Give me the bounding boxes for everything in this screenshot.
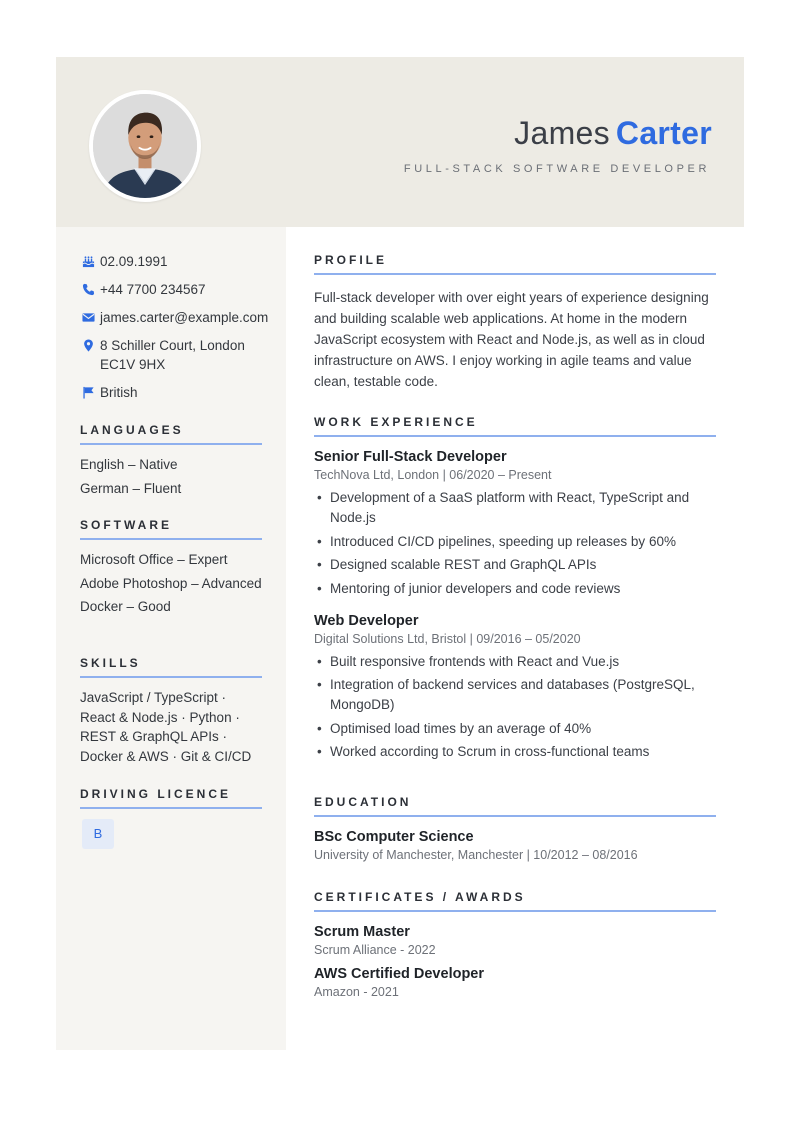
resume-page [56, 57, 744, 1050]
job-title: Web Developer [314, 612, 419, 629]
profile-section [314, 253, 716, 392]
contact-birthdate [80, 252, 280, 271]
address-line-1: 8 Schiller Court, London [100, 338, 245, 353]
contact-nationality [80, 383, 280, 402]
email-text: james.carter@example.com [100, 310, 269, 325]
job-bullet: • Optimised load times by an average of 40% [314, 719, 716, 739]
certificates-heading: CERTIFICATES / AWARDS [314, 890, 716, 912]
certificate-entry [314, 966, 716, 999]
job-bullets [314, 488, 716, 599]
certificate-meta: Amazon - 2021 [314, 985, 399, 999]
profile-summary: Full-stack developer with over eight years of experience designing and building scalable web applications. At home in the modern JavaScript ecosystem with React and Node.js, as well as in cloud infrastructure on AWS. I enjoy working in agile teams and value clean, testable code. [314, 290, 709, 389]
birthdate-text: 02.09.1991 [100, 254, 168, 269]
job-meta: Digital Solutions Ltd, Bristol | 09/2016 – 05/2020 [314, 631, 581, 646]
degree-meta: University of Manchester, Manchester | 10/2012 – 08/2016 [314, 848, 638, 862]
nationality-text: British [100, 385, 138, 400]
certificates-section [314, 890, 716, 1008]
certificate-title: AWS Certified Developer [314, 966, 485, 982]
job-bullet: • Designed scalable REST and GraphQL APIs [314, 555, 716, 575]
driving-licence-section [80, 787, 262, 849]
work-experience-heading: WORK EXPERIENCE [314, 415, 716, 437]
job-title: Senior Full-Stack Developer [314, 449, 507, 465]
cake-icon [80, 252, 100, 271]
driving-licence-heading: DRIVING LICENCE [80, 787, 262, 809]
flag-icon [80, 383, 100, 402]
language-item: German – Fluent [80, 480, 182, 496]
job-bullets [314, 652, 716, 763]
certificate-meta: Scrum Alliance - 2022 [314, 943, 436, 957]
skills-heading: SKILLS [80, 656, 262, 678]
job-bullet: • Built responsive frontends with React and Vue.js [314, 652, 716, 672]
certificate-entry [314, 924, 716, 957]
job-entry [314, 613, 716, 763]
job-bullet: • Integration of backend services and databases (PostgreSQL, MongoDB) [314, 675, 716, 715]
software-item: Adobe Photoshop – Advanced [80, 575, 262, 591]
work-experience-section [314, 415, 716, 766]
first-name: James [514, 115, 610, 151]
software-item: Docker – Good [80, 599, 171, 614]
licence-class-badge: B [82, 819, 114, 849]
phone-icon [80, 280, 100, 299]
degree-title: BSc Computer Science [314, 829, 474, 845]
profile-photo [89, 90, 201, 202]
contact-phone [80, 280, 280, 299]
sidebar [56, 227, 286, 1050]
contact-list [80, 252, 280, 411]
certificate-title: Scrum Master [314, 924, 410, 940]
software-item: Microsoft Office – Expert [80, 552, 228, 567]
languages-section [80, 423, 262, 502]
job-bullet: • Worked according to Scrum in cross-functional teams [314, 742, 716, 762]
job-bullet: • Mentoring of junior developers and code reviews [314, 579, 716, 599]
job-bullet: • Introduced CI/CD pipelines, speeding up releases by 60% [314, 532, 716, 552]
job-meta: TechNova Ltd, London | 06/2020 – Present [314, 468, 552, 482]
location-pin-icon [80, 336, 100, 355]
resume-header [56, 57, 744, 227]
education-heading: EDUCATION [314, 795, 716, 817]
profile-heading: PROFILE [314, 253, 716, 275]
portrait-illustration [93, 94, 197, 198]
language-item: English – Native [80, 457, 178, 472]
job-subtitle: FULL-STACK SOFTWARE DEVELOPER [403, 163, 710, 175]
education-section [314, 795, 716, 868]
software-section [80, 518, 262, 621]
software-heading: SOFTWARE [80, 518, 262, 540]
full-name [514, 115, 712, 152]
skills-text: JavaScript / TypeScript · React & Node.js · Python · REST & GraphQL APIs · Docker & AWS · Git & CI/CD [80, 690, 252, 764]
skills-section [80, 656, 262, 770]
envelope-icon [80, 308, 100, 327]
last-name: Carter [615, 115, 712, 151]
phone-text: +44 7700 234567 [100, 282, 206, 297]
address-text [100, 336, 280, 374]
job-bullet: • Development of a SaaS platform with React, TypeScript and Node.js [314, 488, 716, 528]
job-entry [314, 449, 716, 599]
contact-address [80, 336, 280, 374]
address-line-2: EC1V 9HX [100, 357, 166, 372]
contact-email [80, 308, 280, 327]
languages-heading: LANGUAGES [80, 423, 262, 445]
